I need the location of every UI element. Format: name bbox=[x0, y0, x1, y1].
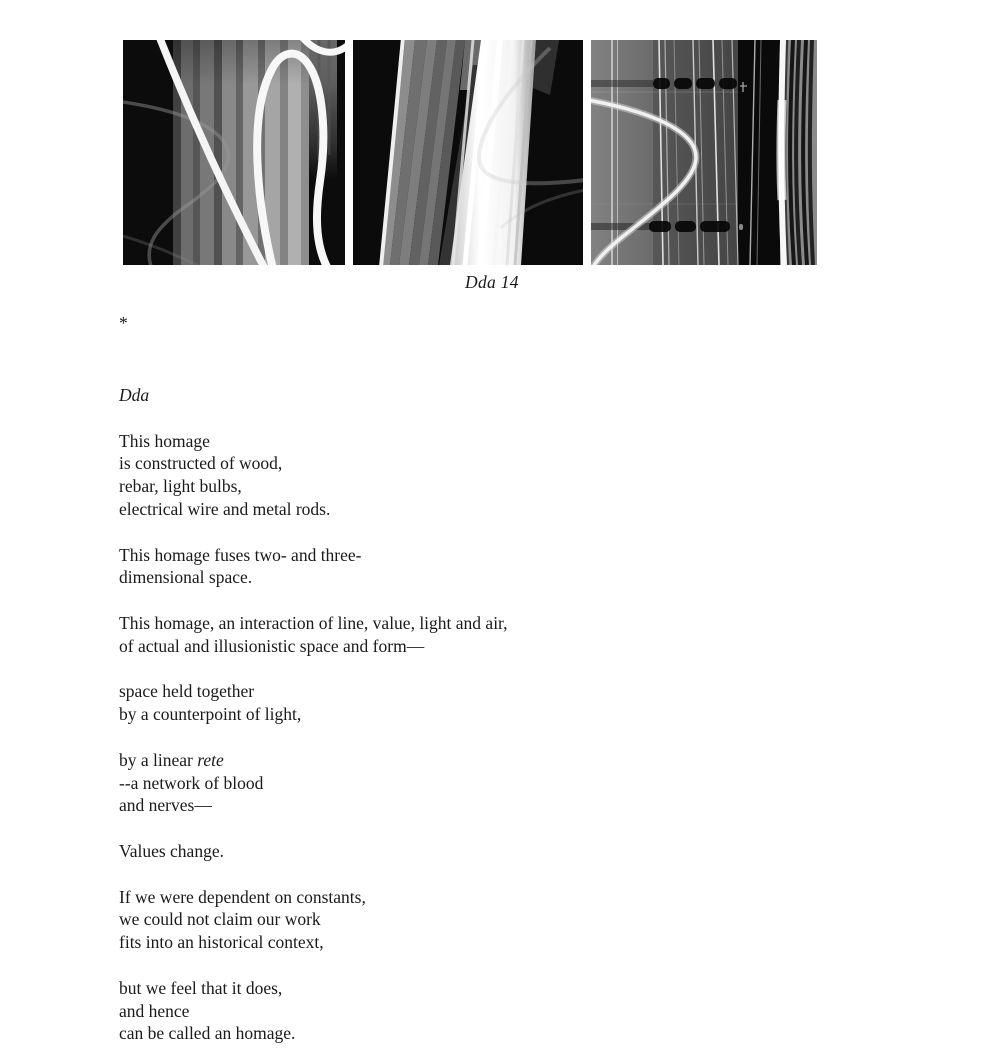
stanza: This homage is constructed of wood, rebar, light bulbs, electrical wire and metal rods. bbox=[119, 430, 331, 519]
stanza: but we feel that it does, and hence can be called an homage. bbox=[119, 977, 296, 1044]
stanza: This homage fuses two- and three- dimensional space. bbox=[119, 544, 362, 588]
poem bbox=[119, 312, 508, 1060]
poem-stanzas bbox=[119, 430, 508, 1046]
stanza: Values change. bbox=[119, 840, 224, 861]
section-marker: * bbox=[119, 313, 128, 333]
stanza: This homage, an interaction of line, value, light and air, of actual and illusionistic space and form— bbox=[119, 612, 508, 656]
poem-title: Dda bbox=[119, 384, 150, 405]
stanza: If we were dependent on constants, we could not claim our work fits into an historical context, bbox=[119, 886, 366, 953]
triptych-photo-3 bbox=[591, 40, 817, 265]
triptych bbox=[123, 40, 817, 265]
artwork-caption: Dda 14 bbox=[465, 272, 519, 292]
stanza: space held together by a counterpoint of light, bbox=[119, 681, 302, 725]
triptych-photo-2 bbox=[353, 40, 583, 265]
stanza: by a linear rete --a network of blood and nerves— bbox=[119, 749, 264, 816]
triptych-photo-1 bbox=[123, 40, 345, 265]
